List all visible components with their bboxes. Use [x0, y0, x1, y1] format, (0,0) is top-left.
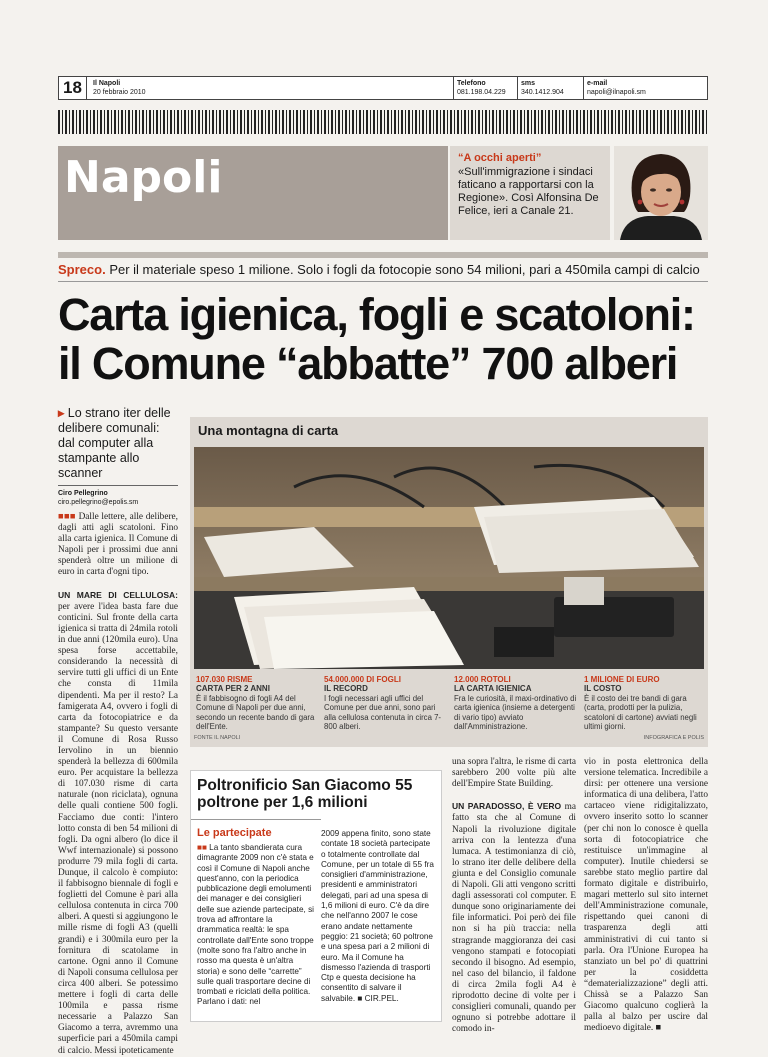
- section-banner: [58, 146, 448, 240]
- paragraph: 2009 appena finito, sono state contate 18 società partecipate o totalmente controllate dal Comune, per un totale di 55 fra consiglieri d'amministrazione, presidenti e amministratori delegati, pari ad una spesa di 1,6 milioni di euro. C'è da dire che nell'anno 2007 le cose erano andate nettamente peggio: 21 società; 60 poltrone e una spesa pari a 2 milioni di euro. Ma il Comune ha dismesso l'azienda di trasporti Ctp e questa decisione ha consentito di salvare il salvabile. ■ CIR.PEL.: [321, 829, 434, 1003]
- aperti-box: [450, 146, 610, 240]
- headline: [58, 290, 708, 388]
- lead-marker: ■■■: [58, 512, 76, 522]
- author-email[interactable]: ciro.pellegrino@epolis.sm: [58, 499, 139, 506]
- section-info: [93, 79, 146, 97]
- paragraph: Dalle lettere, alle delibere, dagli atti agli scatoloni. Fino alla carta igienica. Il Comune di Napoli per i prossimi due anni spenderà oltre un milione di euro in carta d'ogni tipo.: [58, 512, 178, 578]
- article-column-1: [58, 512, 178, 1056]
- paragraph: La tanto sbandierata cura dimagrante 2009 non c'è stata e così il Comune di Napoli anche quest'anno, con la periodica pubblicazione degli emolumenti dei manager e dei consiglieri delle sue aziende partecipate, si trova ad affrontare la drammatica realtà: le spa controllate dall'Ente sono troppe (molte sono fra l'altro anche in rosso ma questa è un'altra storia) e sono delle “carrette” sulle quali trasportare decine di trombati e riciclati della politica. Parlano i dati: nel: [197, 843, 314, 1007]
- author-name: Ciro Pellegrino: [58, 490, 108, 497]
- sms-number: 340.1412.904: [521, 89, 564, 96]
- phone-label: Telefono: [457, 80, 486, 87]
- subheading: UN MARE DI CELLULOSA:: [58, 589, 178, 600]
- paragraph: vio in posta elettronica della versione telematica. Incredibile a dirsi: per ottenere una versione informatica di una delibera, l'atto cartaceo viene ridigitalizzato, ovvero inserito sotto lo scanner (per chi non lo conosce è quella sorta di fotocopiatrice che restituisce un'immagine al computer). Inutile chiedersi se sarebbe stato meglio partire dal formato digitale e distribuirlo, magari metterlo sul sito internet dell'Amministrazione comunale, rispettando quei canoni di trasparenza degli atti amministrativi di cui tanto si parla. Ora l'Unione Europea ha stanziato un bel po' di quattrini per la cosiddetta “dematerializzazione” degli atti. Chissà se a Palazzo San Giacomo qualcuno coglierà la palla al balzo per uscire dal medioevo digitale. ■: [584, 757, 708, 1034]
- fact-heading: LA CARTA IGIENICA: [454, 684, 532, 694]
- fact-heading: CARTA PER 2 ANNI: [196, 684, 270, 694]
- sms-label: sms: [521, 80, 536, 87]
- paragraph: per avere l'idea basta fare due conticini. Sul fronte della carta igienica si tratta di 24mila rotoli in due anni (120mila euro). Una spesa forse accettabile, considerando la necessità di servire tutti gli uffici di un Ente che consta di 11mila dipendenti. Ma per il resto? La famigerata A4, ovvero i fogli di carta da fotocopiatrice e da stampante? Su questo versante il Comune di Rosa Russo Iervolino in un biennio spenderà la bellezza di 600mila euro. Per acquistare la bellezza di 107.030 risme di carta naturale (non riciclata), ognuna delle quali contiene 500 fogli. Facciamo due conti: l'intero lotto consta di ben 54 milioni di fogli. Da ogni albero (lo dice il Wwf internazionale) si possono produrre 79 mila fogli di carta. Dunque, il calcolo è compiuto: il fabbisogno biennale di fogli e foglietti del Comune è pari alla cellulosa contenuta in circa 700 alberi. A questi si aggiungono le mille risme di fogli A3 (quelli grandi) e i 300mila euro per la fornitura di scatolame in cartone. Ogni anno il Comune di Napoli consuma cellulosa per circa 400 alberi. Se potessimo mettere i fogli di carta delle 100mila e passa risme necessarie a Palazzo San Giacomo a terra, avremmo una superficie pari a 450mila campi di calcio. Messi ipoteticamente: [58, 601, 178, 1056]
- divider: [58, 281, 708, 282]
- fact-value: 107.030 RISME: [196, 675, 253, 684]
- infographic: [190, 417, 708, 747]
- infographic-credits: [194, 735, 704, 741]
- fact-heading: IL COSTO: [584, 684, 622, 694]
- issue-date: 20 febbraio 2010: [93, 89, 146, 96]
- paragraph: ma fatto sta che al Comune di Napoli la rivoluzione digitale arriva con la lentezza d'una lumaca. A testimonianza di ciò, lo strano iter delle delibere della giunta e del Consiglio comunale di Napoli. Gli atti vengono scritti dagli assessorati col computer. E dunque sono originariamente dei file informatici. Poi però dei file non si ha più traccia: nella stragrande maggioranza dei casi vengono stampati e fotocopiati secondo il bisogno. Ad esempio, nel caso del bilancio, il faldone di circa 2mila fogli A4 è riprodotto decine di volte per i consiglieri comunali, quando per ognuno si potrebbe adottare il comodo in-: [452, 802, 576, 1035]
- sidebar-subtitle: Le partecipate: [197, 827, 272, 839]
- paragraph: una sopra l'altra, le risme di carta sarebbero 200 volte più alte dell'Empire State Building.: [452, 757, 576, 790]
- fact-text: I fogli necessari agli uffici del Comune per due anni, sono pari alla cellulosa contenuta in circa 7-800 alberi.: [324, 693, 442, 732]
- infographic-photo: [194, 447, 704, 669]
- section-name: Il Napoli: [93, 80, 121, 87]
- fact-value: 54.000.000 DI FOGLI: [324, 675, 401, 684]
- fact-text: È il fabbisogno di fogli A4 del Comune di Napoli per due anni, secondo un recente bando di gara dell'Ente.: [196, 693, 315, 732]
- email-address[interactable]: napoli@ilnapoli.sm: [587, 89, 646, 96]
- fact-value: 12.000 ROTOLI: [454, 675, 511, 684]
- arrow-icon: ▸: [58, 406, 65, 420]
- section-title: Napoli: [64, 152, 223, 203]
- fact-text: Fra le curiosità, il maxi-ordinativo di carta igienica (insieme a detergenti di vario tipo) avviato dall'Amministrazione.: [454, 693, 577, 732]
- email-info: [587, 79, 646, 97]
- fact-item: [324, 675, 448, 731]
- byline: [58, 485, 178, 507]
- summary: [58, 406, 178, 481]
- source-label: FONTE IL NAPOLI: [194, 735, 241, 741]
- page-number: 18: [59, 77, 87, 99]
- fact-heading: IL RECORD: [324, 684, 368, 694]
- sidebar-title: Poltronificio San Giacomo 55 poltrone per 1,6 milioni: [197, 777, 413, 811]
- portrait-photo: [614, 146, 708, 240]
- barcode-strip: [58, 110, 708, 134]
- fact-item: [454, 675, 578, 731]
- divider: [191, 819, 321, 820]
- sidebar-column-1: [197, 843, 315, 1019]
- lead-marker: ■■: [197, 843, 207, 852]
- color-strip: [58, 252, 708, 258]
- kicker-text: Per il materiale speso 1 milione. Solo i fogli da fotocopie sono 54 milioni, pari a 450mila campi di calcio: [109, 262, 700, 277]
- subheading: UN PARADOSSO, È VERO: [452, 801, 562, 812]
- fact-item: [584, 675, 708, 731]
- summary-text: Lo strano iter delle delibere comunali: dal computer alla stampante allo scanner: [58, 406, 171, 480]
- page-header: [58, 76, 708, 100]
- article-column-4: [452, 757, 576, 1035]
- fact-text: È il costo dei tre bandi di gara (carta, prodotti per la pulizia, scatoloni di cartone) avviati negli ultimi giorni.: [584, 693, 697, 732]
- fact-item: [196, 675, 320, 731]
- phone-number: 081.198.04.229: [457, 89, 506, 96]
- kicker-label: Spreco.: [58, 262, 106, 277]
- fact-value: 1 MILIONE DI EURO: [584, 675, 660, 684]
- kicker-line: [58, 262, 708, 277]
- phone-info: [457, 79, 506, 97]
- article-column-5: [584, 757, 708, 1034]
- sms-info: [521, 79, 564, 97]
- aperti-title: “A occhi aperti”: [458, 152, 542, 164]
- headline-line-2: il Comune “abbatte” 700 alberi: [58, 338, 678, 389]
- sidebar-box: [190, 770, 442, 1022]
- sidebar-column-2: [321, 829, 437, 1019]
- infographic-title: Una montagna di carta: [198, 423, 339, 438]
- aperti-text: «Sull'immigrazione i sindaci faticano a rapportarsi con la Regione». Così Alfonsina De Felice, ieri a Canale 21.: [458, 166, 599, 217]
- email-label: e-mail: [587, 80, 608, 87]
- headline-line-1: Carta igienica, fogli e scatoloni:: [58, 289, 695, 340]
- credit-label: INFOGRAFICA E POLIS: [643, 735, 704, 741]
